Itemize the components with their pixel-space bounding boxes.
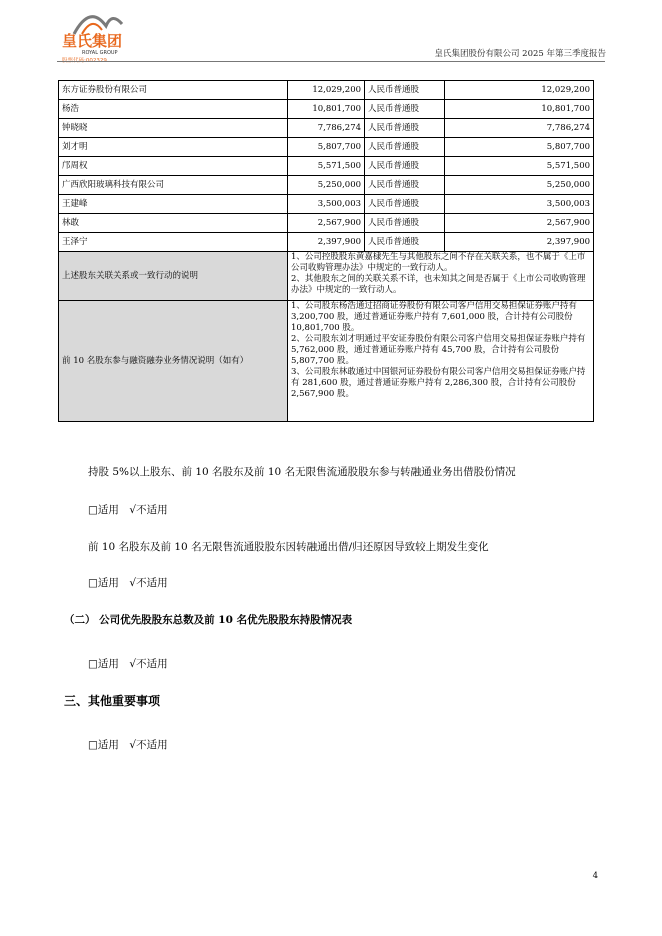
holder-share-count: 7,786,274 [445,119,594,138]
holder-share-type: 人民币普通股 [365,195,445,214]
holder-share-count: 3,500,003 [445,195,594,214]
table-row [59,157,594,176]
table-row [59,214,594,233]
shareholders-table [58,80,594,422]
company-logo [60,6,130,64]
table-row [59,100,594,119]
holder-qty: 7,786,274 [288,119,365,138]
holder-qty: 5,807,700 [288,138,365,157]
report-title: 皇氏集团股份有限公司 2025 年第三季度报告 [434,49,606,59]
holder-share-type: 人民币普通股 [365,157,445,176]
holder-share-type: 人民币普通股 [365,214,445,233]
holder-share-count: 12,029,200 [445,81,594,100]
holder-qty: 2,567,900 [288,214,365,233]
table-row [59,176,594,195]
holder-name: 王建峰 [59,195,288,214]
holder-qty: 3,500,003 [288,195,365,214]
relation-label: 上述股东关联关系或一致行动的说明 [59,252,288,301]
change-title: 前 10 名股东及前 10 名无限售流通股股东因转融通出借/归还原因导致较上期发生变化 [88,541,489,553]
holder-share-type: 人民币普通股 [365,100,445,119]
table-row [59,81,594,100]
table-row [59,195,594,214]
holder-name: 邝周权 [59,157,288,176]
logo-sub: ROYAL GROUP [82,50,118,56]
holder-qty: 5,250,000 [288,176,365,195]
holder-share-type: 人民币普通股 [365,176,445,195]
change-option: □适用 √不适用 [88,577,168,589]
holder-name: 东方证券股份有限公司 [59,81,288,100]
holder-name: 刘才明 [59,138,288,157]
header-divider [57,61,605,62]
holder-share-count: 2,567,900 [445,214,594,233]
logo-text: 皇氏集团 [62,32,123,50]
margin-label: 前 10 名股东参与融资融券业务情况说明（如有） [59,301,288,422]
holder-name: 钟晓晓 [59,119,288,138]
margin-text: 1、公司股东杨浩通过招商证券股份有限公司客户信用交易担保证券账户持有 3,200,700 股，通过普通证券账户持有 7,601,000 股，合计持有公司股份 10,801,700 股。 2、公司股东刘才明通过平安证券股份有限公司客户信用交易担保证券账户持有 5,762,000 股，通过普通证券账户持有 45,700 股，合计持有公司股份 5,807,700 股。 3、公司股东林敢通过中国银河证券股份有限公司客户信用交易担保证券账户持有 281,600 股，通过普通证券账户持有 2,286,300 股，合计持有公司股份 2,567,900 股。 [288,301,594,422]
holder-name: 广西欣阳玻璃科技有限公司 [59,176,288,195]
holder-share-count: 2,397,900 [445,233,594,252]
other-option: □适用 √不适用 [88,739,168,751]
other-heading: 三、其他重要事项 [64,694,161,708]
holder-name: 杨浩 [59,100,288,119]
table-row [59,233,594,252]
holder-share-count: 5,571,500 [445,157,594,176]
relation-text: 1、公司控股股东黄嘉棣先生与其他股东之间不存在关联关系，也不属于《上市公司收购管理办法》中规定的一致行动人。 2、其他股东之间的关联关系不详，也未知其之间是否属于《上市公司收购管理办法》中规定的一致行动人。 [288,252,594,301]
holder-qty: 10,801,700 [288,100,365,119]
relation-row [59,252,594,301]
table-row [59,119,594,138]
preferred-heading: （二） 公司优先股股东总数及前 10 名优先股股东持股情况表 [64,614,353,626]
margin-row [59,301,594,422]
lending-title: 持股 5%以上股东、前 10 名股东及前 10 名无限售流通股股东参与转融通业务出借股份情况 [88,466,516,478]
holder-qty: 5,571,500 [288,157,365,176]
holder-qty: 2,397,900 [288,233,365,252]
holder-share-type: 人民币普通股 [365,81,445,100]
holder-share-type: 人民币普通股 [365,233,445,252]
holder-share-count: 10,801,700 [445,100,594,119]
page-number: 4 [592,871,598,881]
holder-share-count: 5,250,000 [445,176,594,195]
holder-share-type: 人民币普通股 [365,138,445,157]
holder-name: 林敢 [59,214,288,233]
holder-qty: 12,029,200 [288,81,365,100]
logo-mark-icon [60,6,130,64]
preferred-option: □适用 √不适用 [88,658,168,670]
table-row [59,138,594,157]
logo-stock-code: 股票代码:002329 [62,58,107,64]
holder-name: 王泽宁 [59,233,288,252]
lending-option: □适用 √不适用 [88,504,168,516]
holder-share-type: 人民币普通股 [365,119,445,138]
holder-rows [59,81,594,252]
holder-share-count: 5,807,700 [445,138,594,157]
